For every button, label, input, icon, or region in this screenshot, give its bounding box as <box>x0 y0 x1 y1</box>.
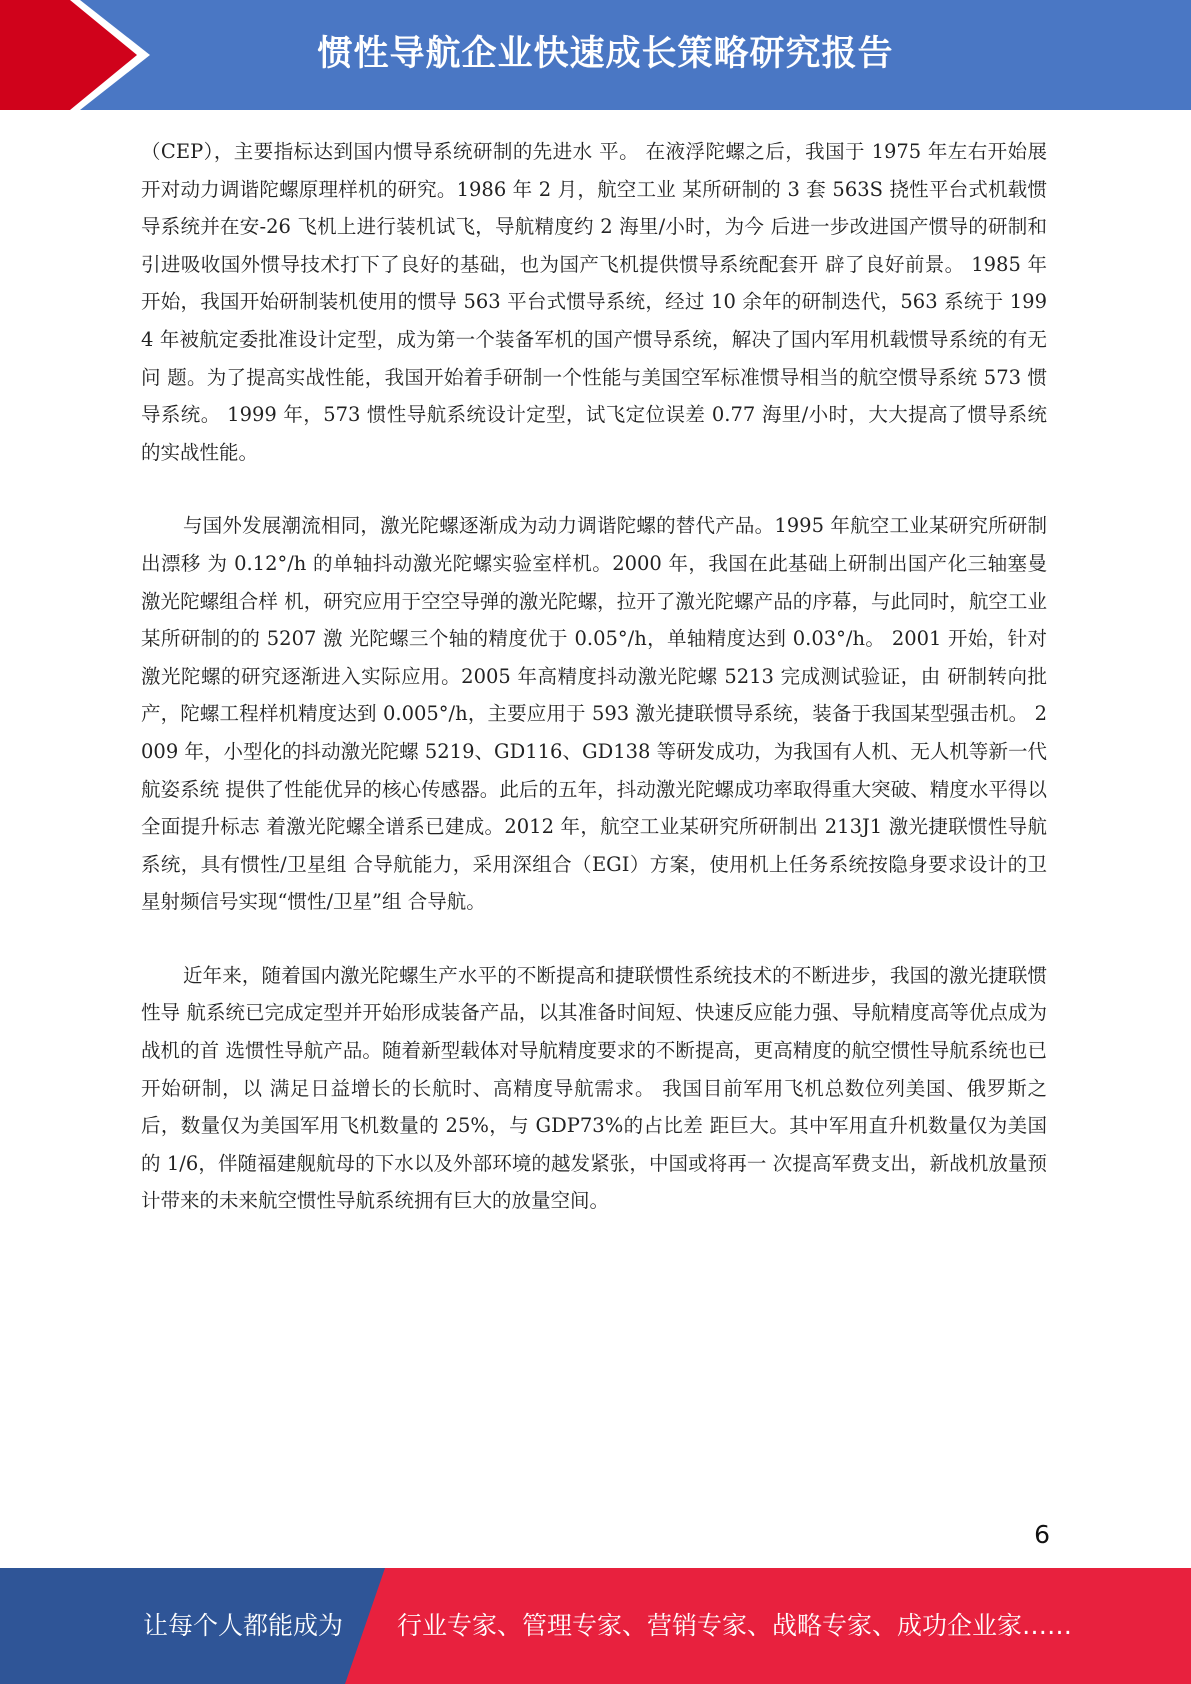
report-title: 惯性导航企业快速成长策略研究报告 <box>317 34 894 74</box>
footer-slogan-right: 行业专家、管理专家、营销专家、战略专家、成功企业家…… <box>397 1611 1073 1640</box>
header-banner <box>0 0 1191 110</box>
paragraph-1: （CEP），主要指标达到国内惯导系统研制的先进水 平。 在液浮陀螺之后，我国于 1975 年左右开始展开对动力调谐陀螺原理样机的研究。1986 年 2 月，航空工业 某所研制的 3 套 563S 挠性平台式机载惯导系统并在安-26 飞机上进行装机试飞，导航精度约 2 海里/小时，为今 后进一步改进国产惯导的研制和引进吸收国外惯导技术打下了良好的基础，也为国产飞机提供惯导系统配套开 辟了良好前景。 1985 年开始，我国开始研制装机使用的惯导 563 平台式惯导系统，经过 10 余年的研制迭代，563 系统于 1994 年被航定委批准设计定型，成为第一个装备军机的国产惯导系统，解决了国内军用机载惯导系统的有无问 题。为了提高实战性能，我国开始着手研制一个性能与美国空军标准惯导相当的航空惯导系统 573 惯导系统。 1999 年，573 惯性导航系统设计定型，试飞定位误差 0.77 海里/小时，大大提高了惯导系统的实战性能。 <box>141 140 1047 464</box>
page-number: 6 <box>1034 1520 1050 1549</box>
footer-slogan-left: 让每个人都能成为 <box>143 1611 344 1640</box>
main-content <box>141 133 1047 1256</box>
paragraph-3: 近年来，随着国内激光陀螺生产水平的不断提高和捷联惯性系统技术的不断进步，我国的激光捷联惯性导 航系统已完成定型并开始形成装备产品，以其准备时间短、快速反应能力强、导航精度高等优点成为战机的首 选惯性导航产品。随着新型载体对导航精度要求的不断提高，更高精度的航空惯性导航系统也已开始研制，以 满足日益增长的长航时、高精度导航需求。 我国目前军用飞机总数位列美国、俄罗斯之后，数量仅为美国军用飞机数量的 25%，与 GDP73%的占比差 距巨大。其中军用直升机数量仅为美国的 1/6，伴随福建舰航母的下水以及外部环境的越发紧张，中国或将再一 次提高军费支出，新战机放量预计带来的未来航空惯性导航系统拥有巨大的放量空间。 <box>141 963 1047 1213</box>
footer-banner <box>0 1568 1191 1684</box>
paragraph-2: 与国外发展潮流相同，激光陀螺逐渐成为动力调谐陀螺的替代产品。1995 年航空工业某研究所研制出漂移 为 0.12°/h 的单轴抖动激光陀螺实验室样机。2000 年，我国在此基础上研制出国产化三轴塞曼激光陀螺组合样 机，研究应用于空空导弹的激光陀螺，拉开了激光陀螺产品的序幕，与此同时，航空工业某所研制的的 5207 激 光陀螺三个轴的精度优于 0.05°/h，单轴精度达到 0.03°/h。 2001 开始，针对激光陀螺的研究逐渐进入实际应用。2005 年高精度抖动激光陀螺 5213 完成测试验证，由 研制转向批产，陀螺工程样机精度达到 0.005°/h，主要应用于 593 激光捷联惯导系统，装备于我国某型强击机。 2009 年，小型化的抖动激光陀螺 5219、GD116、GD138 等研发成功，为我国有人机、无人机等新一代航姿系统 提供了性能优异的核心传感器。此后的五年，抖动激光陀螺成功率取得重大突破、精度水平得以全面提升标志 着激光陀螺全谱系已建成。2012 年，航空工业某研究所研制出 213J1 激光捷联惯性导航系统，具有惯性/卫星组 合导航能力，采用深组合（EGI）方案，使用机上任务系统按隐身要求设计的卫星射频信号实现“惯性/卫星”组 合导航。 <box>141 514 1047 914</box>
